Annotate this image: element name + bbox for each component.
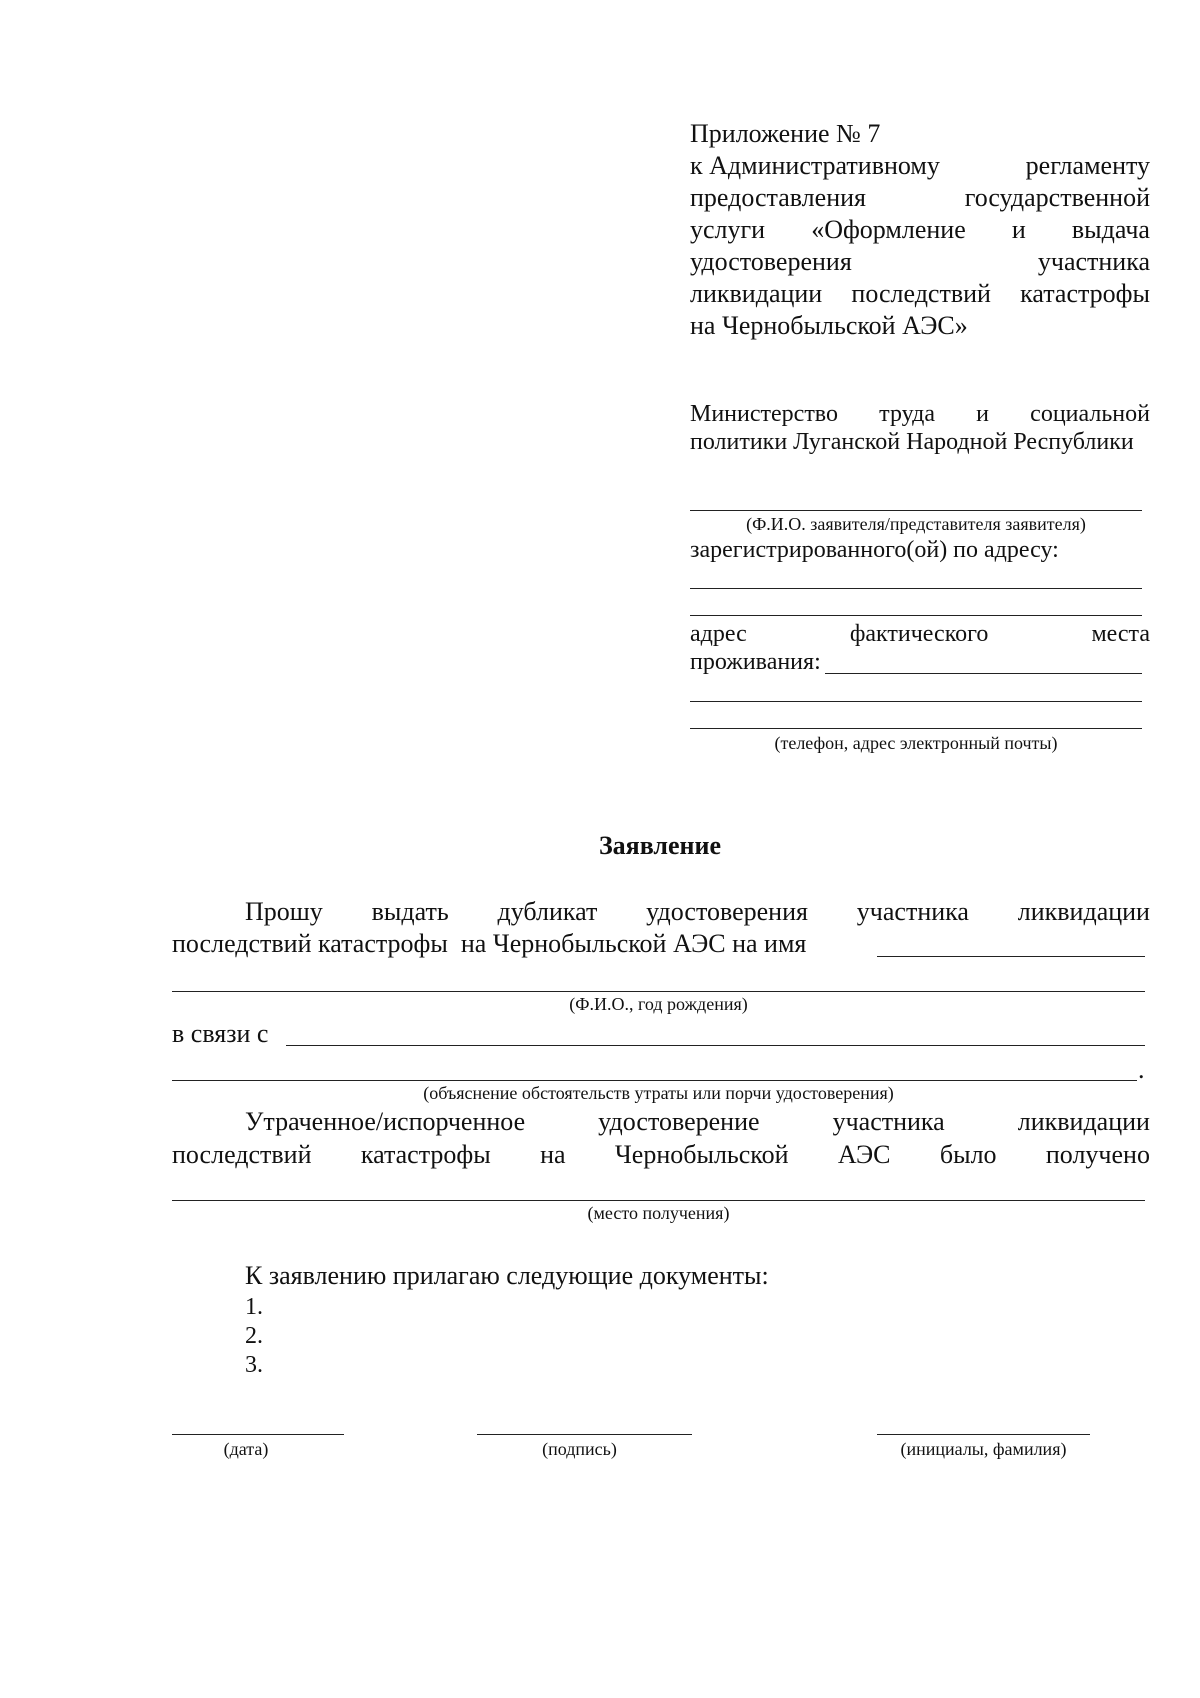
statement-p2-line-1: Утраченное/испорченное удостоверение участника ликвидации xyxy=(245,1107,1150,1136)
attachment-item-2: 2. xyxy=(245,1323,263,1349)
addressee-line-2: политики Луганской Народной Республики xyxy=(690,429,1134,455)
appendix-line-6: на Чернобыльской АЭС» xyxy=(690,311,968,340)
appendix-title: Приложение № 7 xyxy=(690,119,881,148)
registered-address-label: зарегистрированного(ой) по адресу: xyxy=(690,537,1059,563)
attachment-item-3: 3. xyxy=(245,1352,263,1378)
appendix-line-3: услуги «Оформление и выдача xyxy=(690,215,1150,244)
name-line[interactable] xyxy=(877,956,1145,957)
appendix-block xyxy=(690,118,1150,342)
addressee-block xyxy=(690,400,1150,456)
place-caption: (место получения) xyxy=(587,1203,730,1223)
registered-address-line-2[interactable] xyxy=(690,615,1142,616)
registered-address-line-1[interactable] xyxy=(690,588,1142,589)
date-line[interactable] xyxy=(172,1434,344,1435)
circumstances-caption: (объяснение обстоятельств утраты или порчи удостоверения) xyxy=(423,1083,894,1103)
contact-line[interactable] xyxy=(690,728,1142,729)
signature-line[interactable] xyxy=(477,1434,692,1435)
applicant-fio-line[interactable] xyxy=(690,510,1142,511)
statement-p1-line-2: последствий катастрофы на Чернобыльской АЭС на имя xyxy=(172,929,807,958)
circumstances-line[interactable] xyxy=(172,1080,1137,1081)
attachment-item-1: 1. xyxy=(245,1294,263,1320)
appendix-line-2: предоставления государственной xyxy=(690,183,1150,212)
date-caption: (дата) xyxy=(223,1439,269,1459)
name-initials-caption: (инициалы, фамилия) xyxy=(900,1439,1067,1459)
statement-p1-line-1: Прошу выдать дубликат удостоверения участника ликвидации xyxy=(245,897,1150,926)
circumstances-period: . xyxy=(1138,1055,1145,1084)
attachments-label: К заявлению прилагаю следующие документы: xyxy=(245,1261,769,1290)
due-to-label: в связи с xyxy=(172,1019,269,1048)
name-initials-line[interactable] xyxy=(877,1434,1090,1435)
residence-label: проживания: xyxy=(690,649,821,675)
place-line[interactable] xyxy=(172,1200,1145,1201)
residence-line-1[interactable] xyxy=(825,673,1142,674)
appendix-line-5: ликвидации последствий катастрофы xyxy=(690,279,1150,308)
actual-address-label: адрес фактического места xyxy=(690,621,1150,647)
contact-caption: (телефон, адрес электронный почты) xyxy=(774,733,1058,753)
applicant-fio-caption: (Ф.И.О. заявителя/представителя заявителя) xyxy=(746,514,1086,534)
appendix-line-1: к Административному регламенту xyxy=(690,151,1150,180)
addressee-line-1: Министерство труда и социальной xyxy=(690,401,1150,427)
fio-dob-caption: (Ф.И.О., год рождения) xyxy=(569,994,748,1014)
fio-dob-line[interactable] xyxy=(172,991,1145,992)
residence-line-2[interactable] xyxy=(690,701,1142,702)
statement-title: Заявление xyxy=(598,831,722,860)
signature-caption: (подпись) xyxy=(542,1439,617,1459)
due-to-line[interactable] xyxy=(286,1045,1145,1046)
statement-p2-line-2: последствий катастрофы на Чернобыльской АЭС было получено xyxy=(172,1140,1150,1169)
appendix-line-4: удостоверения участника xyxy=(690,247,1150,276)
